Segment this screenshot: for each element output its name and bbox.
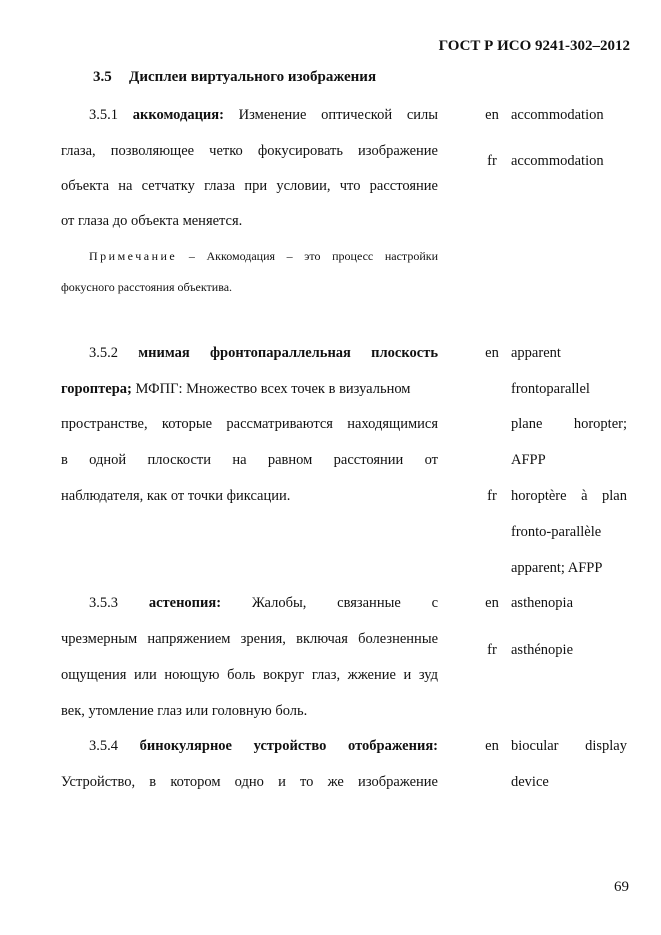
- term-3-5-4-first-line: [89, 736, 438, 756]
- definition-line: чрезмерным напряжением зрения, включая болезненные: [61, 631, 438, 647]
- definition-line: пространстве, которые рассматриваются находящимися: [61, 416, 438, 432]
- term-note-line: фокусного расстояния объектива.: [61, 280, 233, 294]
- definition-line: наблюдателя, как от точки фиксации.: [61, 488, 291, 504]
- foreign-equivalent: biocular display: [511, 738, 627, 754]
- foreign-equivalent: accommodation: [511, 107, 604, 123]
- term-name: бинокулярное устройство отображения:: [139, 738, 438, 754]
- term-3-5-2-first-line: [89, 343, 438, 363]
- term-number: 3.5.1: [89, 107, 118, 123]
- definition-line: глаза, позволяющее четко фокусировать изображение: [61, 143, 438, 159]
- definition-line: ощущения или ноющую боль вокруг глаз, жжение и зуд: [61, 667, 438, 683]
- section-heading: [93, 69, 376, 86]
- lang-code: fr: [487, 488, 497, 504]
- foreign-equivalent: frontoparallel: [511, 381, 590, 397]
- term-name: аккомодация:: [132, 107, 224, 123]
- definition-line: объекта на сетчатку глаза при условии, что расстояние: [61, 178, 438, 194]
- page-number: 69: [614, 879, 629, 895]
- term-3-5-2-second-line: [61, 379, 411, 399]
- lang-code: en: [485, 738, 499, 754]
- definition-line: Жалобы, связанные с: [251, 595, 439, 611]
- term-number: 3.5.2: [89, 345, 118, 361]
- foreign-equivalent: plane horopter;: [511, 416, 627, 432]
- note-label: Примечание: [89, 249, 178, 263]
- section-number: 3.5: [93, 69, 112, 85]
- term-number: 3.5.4: [89, 738, 118, 754]
- lang-code: fr: [487, 153, 497, 169]
- term-name: гороптера;: [61, 381, 132, 397]
- definition-line: Изменение оптической силы: [238, 107, 438, 123]
- foreign-equivalent: AFPP: [511, 452, 546, 468]
- definition-line: в одной плоскости на равном расстоянии от: [61, 452, 438, 468]
- foreign-equivalent: device: [511, 774, 549, 790]
- definition-line: МФПГ: Множество всех точек в визуальном: [135, 381, 411, 397]
- definition-line: Устройство, в котором одно и то же изображение: [61, 774, 438, 790]
- foreign-equivalent: asthénopie: [511, 642, 574, 658]
- section-title: Дисплеи виртуального изображения: [129, 69, 377, 85]
- foreign-equivalent: horoptère à plan: [511, 488, 627, 504]
- foreign-equivalent: fronto-parallèle: [511, 524, 602, 540]
- lang-code: en: [485, 345, 499, 361]
- foreign-equivalent: apparent; AFPP: [511, 560, 603, 576]
- document-header: ГОСТ Р ИСО 9241-302–2012: [438, 38, 630, 54]
- term-note-line: [89, 246, 438, 266]
- term-name: мнимая фронтопараллельная плоскость: [138, 345, 438, 361]
- lang-code: fr: [487, 642, 497, 658]
- term-3-5-1-first-line: [89, 105, 438, 125]
- note-text: – Аккомодация – это процесс настройки: [188, 249, 439, 263]
- foreign-equivalent: accommodation: [511, 153, 604, 169]
- term-number: 3.5.3: [89, 595, 118, 611]
- definition-line: век, утомление глаз или головную боль.: [61, 703, 308, 719]
- lang-code: en: [485, 107, 499, 123]
- term-name: астенопия:: [148, 595, 222, 611]
- foreign-equivalent: apparent: [511, 345, 561, 361]
- foreign-equivalent: asthenopia: [511, 595, 574, 611]
- term-3-5-3-first-line: [89, 593, 438, 613]
- definition-line: от глаза до объекта меняется.: [61, 213, 243, 229]
- lang-code: en: [485, 595, 499, 611]
